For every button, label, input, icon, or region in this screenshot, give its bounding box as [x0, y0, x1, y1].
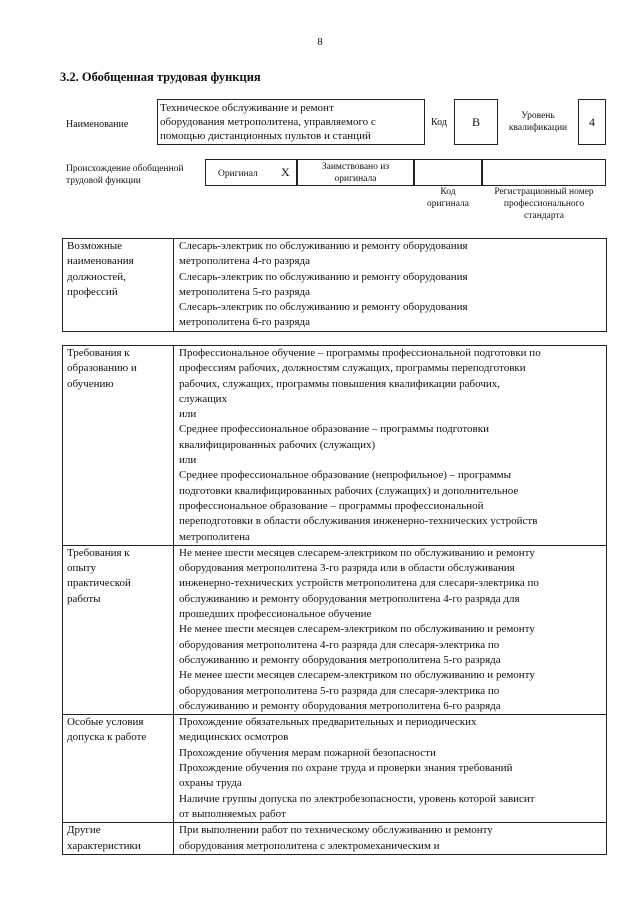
code-caption-line: оригинала — [427, 199, 469, 209]
reg-caption-line: Регистрационный номер — [494, 187, 594, 197]
positions-line: Слесарь-электрик по обслуживанию и ремонту оборудования — [179, 240, 468, 252]
experience-line: прошедших профессиональное обучение — [179, 608, 372, 621]
level-value: 4 — [578, 99, 606, 145]
code-caption-line: Код — [440, 187, 456, 197]
education-line: профессиональное образование – программы профессиональной — [179, 499, 484, 512]
experience-line: обслуживанию и ремонту оборудования метрополитена 6-го разряда — [179, 699, 501, 712]
experience-line: Не менее шести месяцев слесарем-электриком по обслуживанию и ремонту — [179, 546, 535, 559]
borrowed-label-line: Заимствовано из — [321, 162, 390, 172]
positions-line: Слесарь-электрик по обслуживанию и ремонту оборудования — [179, 270, 468, 283]
origin-label-line: Происхождение обобщенной — [66, 164, 184, 174]
experience-line: инженерно-технических устройств метрополитена для слесаря-электрика по — [179, 577, 539, 590]
education-line: или — [179, 408, 197, 421]
positions-label-line: профессий — [67, 285, 118, 298]
level-label-line: квалификации — [508, 123, 568, 133]
reg-caption — [482, 186, 606, 222]
code-value: B — [454, 99, 498, 145]
original-code-cell — [414, 159, 482, 186]
education-line: рабочих, служащих, программы повышения квалификации рабочих, — [179, 377, 501, 390]
education-label — [63, 346, 174, 546]
education-line: Профессиональное обучение – программы профессиональной подготовки по — [179, 347, 541, 359]
positions-label-line: должностей, — [67, 270, 126, 283]
experience-label-line: опыту — [67, 562, 96, 575]
name-value — [160, 101, 422, 143]
borrowed-label-line: оригинала — [334, 174, 377, 184]
education-label-line: обучению — [67, 377, 114, 390]
education-line: квалифицированных рабочих (служащих) — [179, 438, 376, 451]
table-row — [63, 715, 607, 823]
requirements-table — [62, 345, 607, 855]
positions-label-line: наименования — [67, 255, 134, 268]
experience-line: обслуживанию и ремонту оборудования метрополитена 5-го разряда — [179, 653, 501, 666]
admission-value — [174, 715, 607, 823]
table-row — [63, 346, 607, 546]
name-line: Техническое обслуживание и ремонт — [160, 102, 334, 114]
borrowed-label — [300, 161, 411, 185]
name-label: Наименование — [66, 119, 129, 130]
admission-line: от выполняемых работ — [179, 807, 286, 820]
admission-line: охраны труда — [179, 777, 242, 790]
other-label — [63, 823, 174, 855]
education-label-line: Требования к — [67, 347, 130, 359]
other-line: При выполнении работ по техническому обслуживанию и ремонту — [179, 824, 493, 837]
positions-label-line: Возможные — [67, 240, 122, 252]
experience-line: Не менее шести месяцев слесарем-электриком по обслуживанию и ремонту — [179, 623, 535, 636]
positions-line: метрополитена 6-го разряда — [179, 316, 311, 329]
reg-caption-line: профессионального — [503, 199, 585, 209]
education-line: Среднее профессиональное образование – программы подготовки — [179, 423, 489, 436]
education-line: подготовки квалифицированных рабочих (служащих) и дополнительное — [179, 484, 519, 497]
admission-line: Прохождение обучения мерам пожарной безопасности — [179, 746, 436, 759]
reg-number-cell — [482, 159, 606, 186]
section-title: 3.2. Обобщенная трудовая функция — [60, 70, 261, 84]
other-label-line: Другие — [67, 824, 101, 837]
code-label: Код — [431, 117, 447, 128]
origin-label — [66, 163, 184, 187]
original-mark: X — [281, 165, 290, 179]
table-row — [63, 823, 607, 855]
reg-caption-line: стандарта — [524, 211, 564, 221]
experience-line: оборудования метрополитена 5-го разряда для слесаря-электрика по — [179, 684, 500, 697]
name-line: оборудования метрополитена, управляемого с — [160, 116, 376, 128]
education-line: служащих — [179, 392, 228, 405]
positions-line: метрополитена 5-го разряда — [179, 285, 311, 298]
experience-label-line: работы — [67, 592, 101, 605]
positions-line: Слесарь-электрик по обслуживанию и ремонту оборудования — [179, 301, 468, 314]
other-line: оборудования метрополитена с электромеханическим и — [179, 839, 440, 852]
education-line: переподготовки в области обслуживания инженерно-технических устройств — [179, 515, 538, 528]
table-row — [63, 545, 607, 714]
experience-line: оборудования метрополитена 4-го разряда для слесаря-электрика по — [179, 638, 500, 651]
experience-label-line: Требования к — [67, 546, 130, 559]
admission-label — [63, 715, 174, 823]
admission-line: Прохождение обязательных предварительных и периодических — [179, 716, 477, 729]
admission-label-line: Особые условия — [67, 716, 144, 729]
experience-value — [174, 545, 607, 714]
origin-label-line: трудовой функции — [66, 176, 141, 186]
page-number: 8 — [317, 36, 323, 48]
positions-label — [63, 239, 174, 332]
admission-label-line: допуска к работе — [67, 731, 147, 744]
positions-value — [174, 239, 607, 332]
positions-line: метрополитена 4-го разряда — [179, 255, 311, 268]
education-label-line: образованию и — [67, 362, 137, 375]
other-label-line: характеристики — [67, 839, 141, 852]
name-line: помощью дистанционных пультов и станций — [160, 130, 371, 142]
admission-line: медицинских осмотров — [179, 731, 289, 744]
level-label-line: Уровень — [521, 111, 555, 121]
experience-label — [63, 545, 174, 714]
education-line: метрополитена — [179, 530, 250, 543]
experience-line: Не менее шести месяцев слесарем-электриком по обслуживанию и ремонту — [179, 669, 535, 682]
education-line: Среднее профессиональное образование (непрофильное) – программы — [179, 469, 512, 482]
code-caption — [414, 186, 482, 210]
admission-line: Прохождение обучения по охране труда и проверки знания требований — [179, 762, 513, 775]
level-label — [500, 110, 576, 134]
positions-table — [62, 238, 607, 332]
experience-label-line: практической — [67, 577, 131, 590]
experience-line: обслуживанию и ремонту оборудования метрополитена 4-го разряда для — [179, 592, 520, 605]
education-line: или — [179, 454, 197, 467]
admission-line: Наличие группы допуска по электробезопасности, уровень которой зависит — [179, 792, 535, 805]
table-row — [63, 239, 607, 332]
original-label: Оригинал — [218, 169, 258, 179]
education-value — [174, 346, 607, 546]
education-line: профессиям рабочих, должностям служащих, программы переподготовки — [179, 362, 526, 375]
experience-line: оборудования метрополитена 3-го разряда или в области обслуживания — [179, 562, 515, 575]
other-value — [174, 823, 607, 855]
